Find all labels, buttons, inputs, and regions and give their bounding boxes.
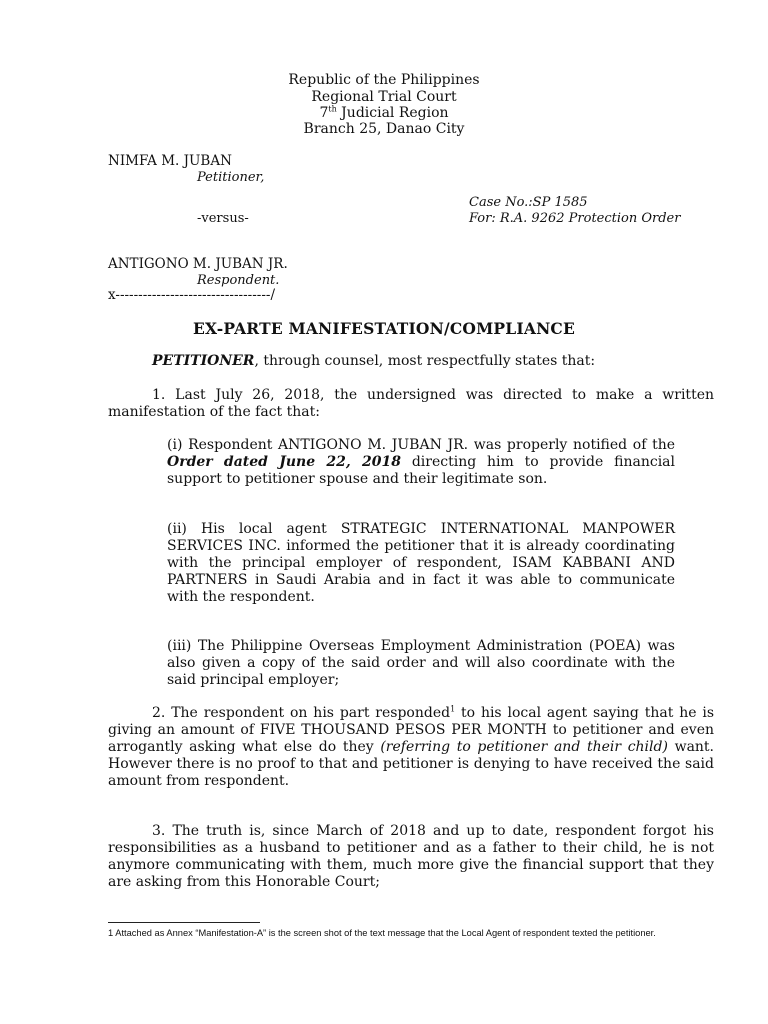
header-branch: Branch 25, Danao City [303,121,465,137]
footnote-ref: 1 [450,704,456,714]
paragraph-3: 3. The truth is, since March of 2018 and up to date, respondent forgot his responsibilities as a husband to petitioner and as a father to their child, he is not anymore communicating with them, much more give the financial support that they are asking from this Honorable Court; [108,823,714,890]
petitioner-name: NIMFA M. JUBAN [108,153,232,169]
sub-item-i: (i) Respondent ANTIGONO M. JUBAN JR. was properly notified of the Order dated June 22, 2018 directing him to provide financial support to petitioner spouse and their legitimate son. [167,437,675,487]
case-for: For: R.A. 9262 Protection Order [469,211,681,226]
paragraph-1: 1. Last July 26, 2018, the undersigned was directed to make a written manifestation of the fact that: [108,387,714,420]
respondent-name: ANTIGONO M. JUBAN JR. [108,256,288,272]
header-republic: Republic of the Philippines [288,72,480,88]
respondent-role: Respondent. [197,273,280,288]
footnote-divider [108,922,260,923]
header-court: Regional Trial Court [311,89,457,105]
petitioner-role: Petitioner, [197,170,265,185]
intro-paragraph: PETITIONER, through counsel, most respectfully states that: [152,353,596,369]
document-title: EX-PARTE MANIFESTATION/COMPLIANCE [193,319,575,338]
paragraph-2: 2. The respondent on his part responded$^1$ to his local agent saying that he is giving an amount of FIVE THOUSAND PESOS PER MONTH to petitioner and even arrogantly asking what else do they (referring to petitioner and their child) want. However there is no proof to that and petitioner is denying to have received the said amount from respondent. [108,704,715,789]
caption-separator: x----------------------------------/ [108,287,276,303]
versus-label: -versus- [197,211,249,226]
sub-item-ii: (ii) His local agent STRATEGIC INTERNATIONAL MANPOWER SERVICES INC. informed the petitioner that it is already coordinating with the principal employer of respondent, ISAM KABBANI AND PARTNERS in Saudi Arabia and in fact it was able to communicate with the respondent. [167,521,675,605]
header-region: 7th Judicial Region [319,104,449,121]
case-number: Case No.:SP 1585 [469,195,588,210]
sub-item-iii: (iii) The Philippine Overseas Employment Administration (POEA) was also given a copy of the said order and will also coordinate with the said principal employer; [167,638,675,688]
footnote: 1 Attached as Annex “Manifestation-A” is the screen shot of the text message that the Local Agent of respondent texted the petitioner. [108,928,656,938]
